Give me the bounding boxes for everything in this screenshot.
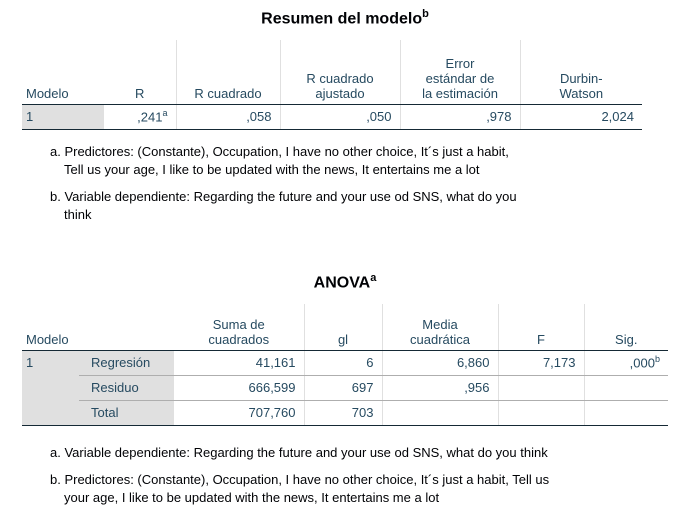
model-summary-title-sup: b [422, 8, 429, 20]
anova-title [0, 272, 690, 292]
anova-row-sig-sup: b [654, 354, 660, 365]
anova-note-b-line2: your age, I like to be updated with the news, It entertains me a lot [64, 490, 440, 505]
anova-header-blank [79, 304, 174, 350]
model-summary-title-text: Resumen del modelo [261, 10, 423, 28]
anova-note-a-line1: a. Variable dependiente: Regarding the future and your use od SNS, what do you think [50, 445, 548, 460]
anova-header-modelo: Modelo [22, 304, 79, 350]
anova-note-a [50, 444, 670, 462]
ms-row-model: 1 [22, 104, 104, 129]
anova-row-sig-value: ,000 [629, 355, 655, 371]
ms-row-std-err: ,978 [400, 104, 520, 129]
anova-row-sig [584, 400, 668, 425]
anova-header-f: F [498, 304, 584, 350]
ms-note-b-line2: think [64, 207, 92, 222]
anova-row-ss: 41,161 [174, 350, 304, 375]
table-row [22, 375, 668, 400]
ms-header-r: R [104, 40, 176, 104]
table-row [22, 400, 668, 425]
anova-note-b [50, 471, 670, 507]
ms-header-r2-adj: R cuadrado ajustado [280, 40, 400, 104]
anova-table [22, 304, 668, 426]
anova-row-sig [584, 375, 668, 400]
ms-header-std-err: Error estándar de la estimación [400, 40, 520, 104]
anova-title-text: ANOVA [313, 274, 371, 292]
anova-row-ms: ,956 [382, 375, 498, 400]
model-summary-table [22, 40, 642, 130]
anova-row-f [498, 400, 584, 425]
ms-row-r2: ,058 [176, 104, 280, 129]
anova-row-df: 6 [304, 350, 382, 375]
anova-title-sup: a [370, 272, 377, 284]
anova-row-sig [584, 350, 668, 375]
anova-row-df: 703 [304, 400, 382, 425]
ms-row-r2-adj: ,050 [280, 104, 400, 129]
ms-header-modelo: Modelo [22, 40, 104, 104]
table-row [22, 350, 668, 375]
anova-row-f: 7,173 [498, 350, 584, 375]
ms-note-a [50, 143, 670, 179]
anova-header-sig: Sig. [584, 304, 668, 350]
ms-note-a-line1: a. Predictores: (Constante), Occupation, I have no other choice, It´s just a habit, [50, 144, 509, 159]
anova-header-ms: Media cuadrática [382, 304, 498, 350]
ms-row-r-value: ,241 [137, 109, 163, 125]
anova-row-source: Residuo [79, 375, 174, 400]
ms-note-b-line1: b. Variable dependiente: Regarding the future and your use od SNS, what do you [50, 189, 517, 204]
anova-row-source: Regresión [79, 350, 174, 375]
ms-header-r2: R cuadrado [176, 40, 280, 104]
anova-row-ms [382, 400, 498, 425]
anova-row-df: 697 [304, 375, 382, 400]
anova-row-ss: 666,599 [174, 375, 304, 400]
anova-header-ss: Suma de cuadrados [174, 304, 304, 350]
anova-header-df: gl [304, 304, 382, 350]
anova-note-b-line1: b. Predictores: (Constante), Occupation, I have no other choice, It´s just a habit, Tell us [50, 472, 550, 487]
ms-header-dw: Durbin- Watson [520, 40, 642, 104]
ms-row-r [104, 104, 176, 129]
anova-row-ss: 707,760 [174, 400, 304, 425]
anova-model: 1 [22, 350, 79, 425]
anova-row-source: Total [79, 400, 174, 425]
ms-note-b [50, 188, 670, 224]
anova-row-ms: 6,860 [382, 350, 498, 375]
anova-row-f [498, 375, 584, 400]
ms-note-a-line2: Tell us your age, I like to be updated with the news, It entertains me a lot [64, 162, 480, 177]
ms-row-r-sup: a [162, 108, 168, 119]
model-summary-title [0, 8, 690, 28]
ms-row-dw: 2,024 [520, 104, 642, 129]
